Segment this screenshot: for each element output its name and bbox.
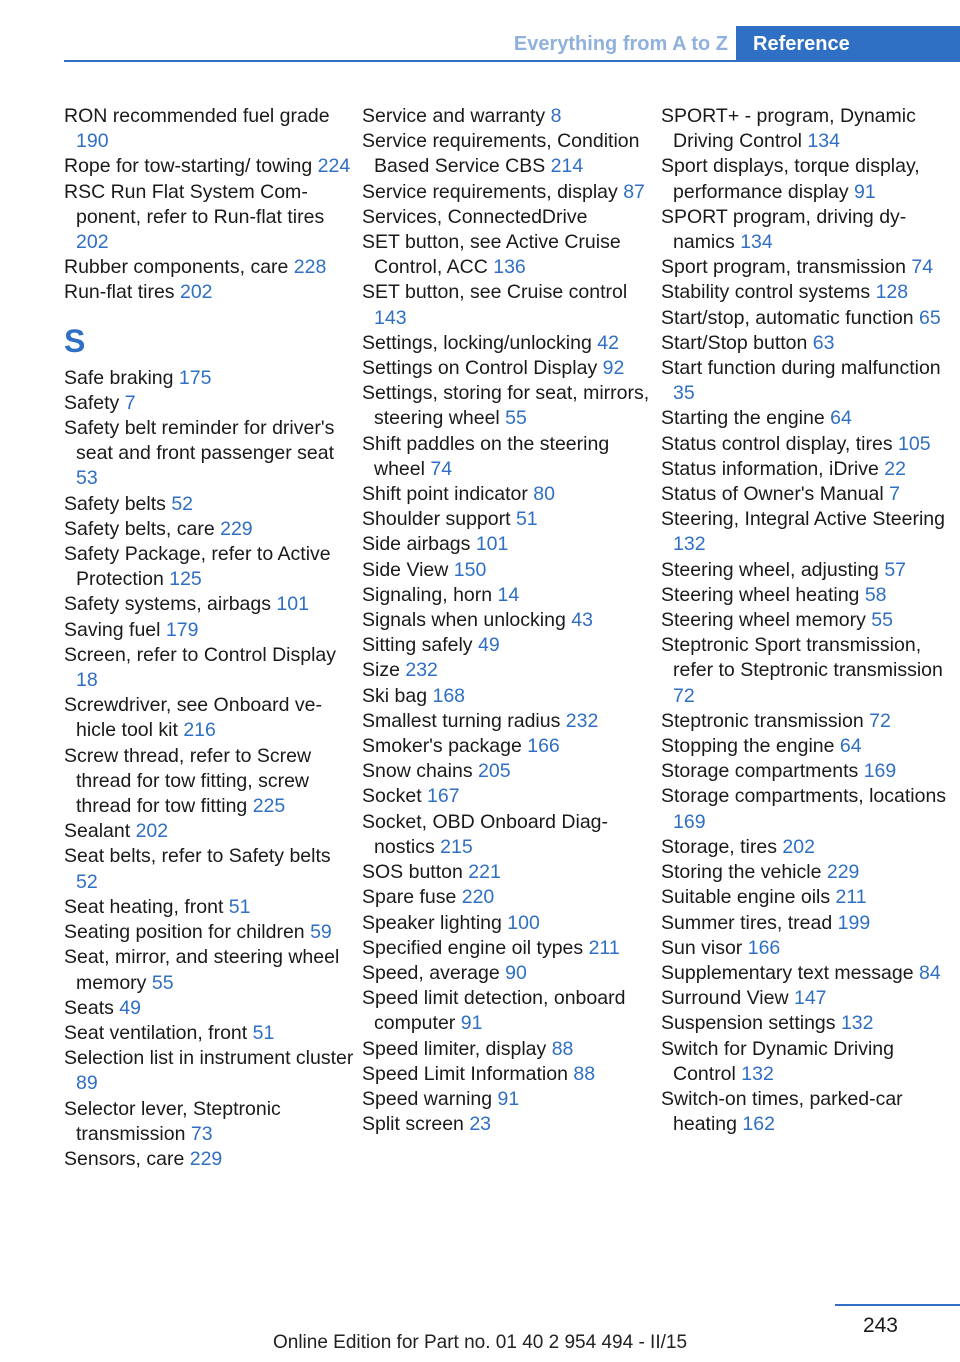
- index-term: Side View: [362, 558, 449, 581]
- index-entry: [64, 844, 354, 894]
- index-term: Service and warranty: [362, 105, 546, 127]
- index-entry: [362, 583, 652, 608]
- page-reference-link[interactable]: 101: [276, 593, 309, 616]
- index-entry: [661, 1087, 960, 1137]
- page-reference-link[interactable]: 105: [898, 432, 931, 455]
- index-term: Seats: [64, 996, 114, 1019]
- index-term: RON recommended fuel grade: [64, 105, 330, 127]
- index-term: Screw thread, refer to Screw thread for tow fitting, screw thread for tow fitting: [64, 744, 312, 818]
- page-reference-link[interactable]: 7: [889, 483, 900, 506]
- page-reference-link[interactable]: 214: [550, 155, 584, 178]
- index-entry: [64, 255, 354, 280]
- page-reference-link[interactable]: 90: [505, 961, 527, 984]
- index-term: Socket: [362, 785, 422, 808]
- page-reference-link[interactable]: 88: [573, 1062, 596, 1085]
- index-entry: [64, 744, 354, 820]
- index-entry: [362, 633, 652, 658]
- page-reference-link[interactable]: 73: [190, 1122, 213, 1145]
- index-term: Switch for Dynamic Driving Control: [661, 1037, 894, 1085]
- index-term: Shoulder support: [362, 508, 511, 531]
- index-term: Sensors, care: [64, 1147, 185, 1170]
- header-section-title: Everything from A to Z: [513, 33, 728, 55]
- index-term: Safety belt reminder for driver's seat and front passenger seat: [64, 417, 335, 465]
- page-reference-link[interactable]: 101: [475, 533, 509, 556]
- page-reference-link[interactable]: 51: [515, 508, 538, 531]
- page-reference-link[interactable]: 57: [884, 558, 907, 581]
- page-reference-link[interactable]: 58: [864, 583, 887, 606]
- index-term: Seat belts, refer to Safety belts: [64, 845, 331, 868]
- index-term: Safety Package, refer to Active Protection: [64, 543, 331, 591]
- index-entry: [64, 104, 354, 154]
- letter-heading: S: [64, 322, 86, 359]
- index-term: RSC Run Flat System Component, refer to Run-flat tires: [64, 180, 325, 228]
- index-term: Side airbags: [362, 533, 471, 556]
- index-entry: [64, 542, 354, 592]
- index-entry: [64, 592, 354, 617]
- index-term: Start function during malfunction: [661, 357, 941, 380]
- index-term: Start/Stop button: [661, 331, 808, 354]
- page-reference-link[interactable]: 225: [252, 795, 286, 818]
- index-entry: [362, 986, 652, 1036]
- page-reference-link[interactable]: 49: [477, 634, 500, 657]
- index-entry: [661, 608, 960, 633]
- index-column-2: [362, 104, 652, 1137]
- index-entry: [362, 759, 652, 784]
- index-entry: [362, 608, 652, 633]
- index-term: SPORT program, driving dynamics: [661, 205, 907, 254]
- page-reference-link[interactable]: 202: [179, 281, 213, 304]
- index-entry: [661, 784, 960, 834]
- page-reference-link[interactable]: 91: [460, 1012, 483, 1035]
- index-term: Smallest turning radius: [362, 709, 561, 732]
- index-term: Speed warning: [362, 1087, 493, 1110]
- page-reference-link[interactable]: 52: [171, 492, 194, 515]
- index-term: Screwdriver, see Onboard vehicle tool kit: [64, 694, 322, 742]
- page-reference-link[interactable]: 7: [124, 391, 136, 414]
- index-entry: [64, 819, 354, 844]
- index-entry: [661, 709, 960, 734]
- index-entry: [64, 618, 354, 643]
- index-term: Signals when unlocking: [362, 609, 566, 632]
- index-term: Suspension settings: [661, 1012, 836, 1035]
- index-entry: [661, 961, 960, 986]
- index-term: Settings, storing for seat, mirrors, steering wheel: [362, 382, 650, 430]
- index-entry: [362, 1112, 652, 1137]
- page-reference-link[interactable]: 128: [875, 281, 909, 304]
- index-entry: [362, 558, 652, 583]
- index-entry: [64, 996, 354, 1021]
- page-reference-link[interactable]: 229: [826, 861, 860, 884]
- index-entry: [64, 280, 354, 305]
- index-term: Steering wheel heating: [661, 583, 860, 606]
- index-entry: [362, 784, 652, 809]
- page-reference-link[interactable]: 134: [807, 130, 840, 153]
- page-reference-link[interactable]: 80: [533, 483, 555, 506]
- index-entry: [661, 205, 960, 255]
- index-entry: [362, 911, 652, 936]
- index-term: Safety systems, airbags: [64, 593, 271, 616]
- index-entry: [64, 154, 354, 179]
- index-entry: [362, 432, 652, 482]
- index-entry: [661, 482, 960, 507]
- index-term: Status control display, tires: [661, 432, 893, 455]
- index-term: Speed Limit Information: [362, 1062, 568, 1085]
- page-reference-link[interactable]: 232: [405, 659, 438, 682]
- index-entry: [362, 129, 652, 179]
- index-term: Signaling, horn: [362, 583, 493, 606]
- index-entry: [362, 230, 652, 280]
- index-term: Seat, mirror, and steering wheel memory: [64, 946, 340, 994]
- index-term: Sealant: [64, 820, 131, 843]
- index-column-1: [64, 104, 354, 1172]
- index-entry: [661, 306, 960, 331]
- index-entry: [362, 936, 652, 961]
- page-reference-link[interactable]: 166: [747, 936, 781, 959]
- index-term: Selection list in instrument cluster: [64, 1047, 354, 1070]
- index-entry: [362, 205, 652, 230]
- page-reference-link[interactable]: 89: [76, 1072, 98, 1095]
- index-entry: [362, 961, 652, 986]
- footer-divider: [835, 1304, 960, 1306]
- index-entry: [64, 492, 354, 517]
- index-column-3: [661, 104, 960, 1137]
- page-reference-link[interactable]: 132: [741, 1062, 774, 1085]
- index-term: Storage compartments, locations: [661, 785, 947, 808]
- page-reference-link[interactable]: 35: [673, 382, 695, 405]
- index-entry: [661, 885, 960, 910]
- index-entry: [362, 1087, 652, 1112]
- index-entry: [362, 356, 652, 381]
- page-reference-link[interactable]: 91: [854, 180, 876, 203]
- index-entry: [661, 986, 960, 1011]
- page-reference-link[interactable]: 55: [505, 407, 527, 430]
- index-term: Sport program, transmission: [661, 256, 906, 279]
- index-term: Shift point indicator: [362, 483, 528, 506]
- index-term: Seating position for children: [64, 921, 305, 944]
- index-term: Spare fuse: [362, 886, 457, 909]
- page-reference-link[interactable]: 216: [183, 719, 216, 742]
- index-entry: [661, 154, 960, 204]
- page-reference-link[interactable]: 23: [469, 1113, 492, 1136]
- page-reference-link[interactable]: 169: [863, 760, 897, 783]
- page-reference-link[interactable]: 202: [782, 835, 815, 858]
- index-entry: [661, 936, 960, 961]
- page-reference-link[interactable]: 72: [673, 684, 695, 707]
- page-reference-link[interactable]: 132: [840, 1012, 874, 1035]
- index-entry: [661, 835, 960, 860]
- index-term: Stability control systems: [661, 281, 871, 304]
- index-term: Status of Owner's Manual: [661, 483, 884, 506]
- index-entry: [661, 255, 960, 280]
- index-entry: [661, 280, 960, 305]
- page-reference-link[interactable]: 51: [252, 1021, 275, 1044]
- page-reference-link[interactable]: 8: [550, 105, 562, 127]
- index-entry: [362, 482, 652, 507]
- index-entry: [64, 517, 354, 542]
- page-reference-link[interactable]: 49: [119, 996, 141, 1019]
- index-entry: [64, 1046, 354, 1096]
- page-reference-link[interactable]: 190: [76, 130, 109, 153]
- index-term: Safety belts: [64, 492, 166, 515]
- index-entry: [362, 810, 652, 860]
- page-reference-link[interactable]: 202: [76, 231, 109, 254]
- page-reference-link[interactable]: 221: [468, 861, 501, 884]
- page-reference-link[interactable]: 74: [911, 256, 934, 279]
- index-entry: [64, 180, 354, 256]
- index-entry: [64, 643, 354, 693]
- index-term: SOS button: [362, 861, 463, 884]
- index-entry: [661, 432, 960, 457]
- header-chapter-tab[interactable]: Reference: [736, 26, 960, 62]
- index-entry: [661, 759, 960, 784]
- index-term: Seat ventilation, front: [64, 1021, 248, 1044]
- index-term: Steptronic transmission: [661, 709, 864, 732]
- index-entry: [64, 1097, 354, 1147]
- index-term: Storing the vehicle: [661, 861, 822, 884]
- index-term: Storage compartments: [661, 760, 859, 783]
- page-reference-link[interactable]: 92: [602, 357, 625, 380]
- index-term: Surround View: [661, 987, 789, 1010]
- index-term: Supplementary text message: [661, 961, 914, 984]
- page-reference-link[interactable]: 84: [918, 961, 941, 984]
- index-entry: [362, 532, 652, 557]
- page-reference-link[interactable]: 88: [551, 1037, 574, 1060]
- page-reference-link[interactable]: 64: [830, 407, 852, 430]
- index-term: Steering, Integral Active Steering: [661, 508, 945, 531]
- index-term: Ski bag: [362, 684, 428, 707]
- page-reference-link[interactable]: 53: [76, 467, 98, 490]
- index-entry: [362, 734, 652, 759]
- index-entry: [362, 860, 652, 885]
- index-entry: [362, 1037, 652, 1062]
- index-term: Screen, refer to Control Display: [64, 643, 337, 666]
- page-reference-link[interactable]: 168: [432, 684, 466, 707]
- page-reference-link[interactable]: 55: [871, 609, 893, 632]
- index-term: Summer tires, tread: [661, 911, 833, 934]
- index-term: Size: [362, 659, 400, 682]
- index-term: Split screen: [362, 1113, 464, 1136]
- page-reference-link[interactable]: 166: [527, 735, 560, 758]
- index-entry: [661, 406, 960, 431]
- index-term: Speaker lighting: [362, 911, 502, 934]
- index-entry: [64, 945, 354, 995]
- index-entry: [362, 507, 652, 532]
- page-reference-link[interactable]: 18: [76, 669, 98, 692]
- page-reference-link[interactable]: 100: [507, 911, 540, 934]
- index-entry: [661, 558, 960, 583]
- index-entry: [64, 416, 354, 492]
- index-term: Shift paddles on the steering wheel: [362, 432, 610, 480]
- page-reference-link[interactable]: 64: [839, 735, 862, 758]
- page-reference-link[interactable]: 229: [220, 517, 253, 540]
- index-entry: [64, 391, 354, 416]
- page-reference-link[interactable]: 202: [135, 820, 169, 843]
- page-reference-link[interactable]: 205: [478, 760, 511, 783]
- index-term: Speed limiter, display: [362, 1037, 547, 1060]
- page-reference-link[interactable]: 175: [178, 366, 212, 389]
- page-reference-link[interactable]: 125: [169, 568, 202, 591]
- page-reference-link[interactable]: 87: [623, 180, 645, 203]
- index-term: Switch-on times, parked-car heating: [661, 1087, 903, 1136]
- index-term: Speed limit detection, onboard computer: [362, 987, 626, 1035]
- index-entry: [661, 457, 960, 482]
- index-entry: [661, 1037, 960, 1087]
- page-reference-link[interactable]: 179: [165, 618, 199, 641]
- index-term: Steptronic Sport transmission, refer to Steptronic transmission: [661, 634, 943, 682]
- page-reference-link[interactable]: 229: [189, 1147, 223, 1170]
- page-reference-link[interactable]: 143: [374, 306, 407, 329]
- index-entry: [362, 885, 652, 910]
- page-number: 243: [862, 1314, 898, 1337]
- index-term: Selector lever, Steptronic transmission: [64, 1097, 281, 1145]
- index-entry: [64, 366, 354, 391]
- index-term: Stopping the engine: [661, 735, 835, 758]
- page-reference-link[interactable]: 220: [461, 886, 495, 909]
- page-reference-link[interactable]: 43: [571, 609, 593, 632]
- index-entry: [661, 507, 960, 557]
- index-entry: [362, 280, 652, 330]
- index-term: Settings, locking/unlocking: [362, 331, 592, 354]
- page-reference-link[interactable]: 228: [293, 256, 327, 279]
- page-reference-link[interactable]: 211: [835, 886, 867, 909]
- index-term: SPORT+ - program, Dynamic Driving Control: [661, 105, 916, 153]
- page-reference-link[interactable]: 215: [440, 835, 473, 858]
- index-entry: [64, 1147, 354, 1172]
- index-term: Safety belts, care: [64, 517, 215, 540]
- index-entry: [661, 734, 960, 759]
- page-reference-link[interactable]: 91: [497, 1087, 520, 1110]
- index-entry: [661, 633, 960, 709]
- page-reference-link[interactable]: 136: [493, 256, 526, 279]
- page-reference-link[interactable]: 65: [918, 306, 941, 329]
- index-entry: [64, 895, 354, 920]
- index-entry: [362, 709, 652, 734]
- index-entry: [64, 920, 354, 945]
- index-term: Safe braking: [64, 366, 174, 389]
- index-entry: [362, 331, 652, 356]
- index-term: Service requirements, Condition Based Service CBS: [362, 130, 640, 178]
- page-reference-link[interactable]: 232: [565, 709, 599, 732]
- index-entry: [661, 860, 960, 885]
- index-term: Sun visor: [661, 936, 743, 959]
- page-reference-link[interactable]: 74: [430, 457, 453, 480]
- page-reference-link[interactable]: 59: [310, 921, 332, 944]
- page-reference-link[interactable]: 134: [740, 231, 773, 254]
- page-reference-link[interactable]: 51: [228, 895, 251, 918]
- index-entry: [362, 381, 652, 431]
- index-entry: [661, 1011, 960, 1036]
- page-reference-link[interactable]: 22: [884, 457, 906, 480]
- page-reference-link[interactable]: 167: [427, 785, 460, 808]
- page-reference-link[interactable]: 147: [793, 987, 827, 1010]
- index-term: Status information, iDrive: [661, 457, 879, 480]
- page-reference-link[interactable]: 72: [869, 709, 891, 732]
- index-term: Storage, tires: [661, 835, 777, 858]
- page-reference-link[interactable]: 169: [673, 810, 706, 833]
- index-term: Starting the engine: [661, 407, 825, 430]
- index-term: Seat heating, front: [64, 895, 224, 918]
- edition-footer: Online Edition for Part no. 01 40 2 954 494 - II/15: [272, 1332, 688, 1353]
- index-term: Smoker's package: [362, 735, 522, 758]
- index-term: Specified engine oil types: [362, 936, 584, 959]
- index-term: Service requirements, display: [362, 180, 618, 203]
- index-entry: [362, 104, 652, 129]
- index-entry: [362, 684, 652, 709]
- page-reference-link[interactable]: 162: [742, 1113, 775, 1136]
- index-term: Steering wheel, adjusting: [661, 558, 879, 581]
- index-term: Run-flat tires: [64, 281, 175, 304]
- page-reference-link[interactable]: 150: [453, 558, 487, 581]
- index-entry: [362, 1062, 652, 1087]
- page-reference-link[interactable]: 211: [588, 936, 620, 959]
- index-term: SET button, see Active Cruise Control, ACC: [362, 231, 621, 279]
- page-reference-link[interactable]: 14: [497, 583, 520, 606]
- index-term: Speed, average: [362, 961, 500, 984]
- index-term: Suitable engine oils: [661, 886, 831, 909]
- page-reference-link[interactable]: 132: [673, 533, 706, 556]
- header-divider: [64, 60, 960, 62]
- page-reference-link[interactable]: 42: [597, 331, 619, 354]
- index-term: Services, ConnectedDrive: [362, 205, 588, 228]
- index-term: Snow chains: [362, 760, 473, 783]
- index-entry: [64, 693, 354, 743]
- index-entry: [362, 180, 652, 205]
- index-term: Rubber components, care: [64, 256, 289, 279]
- index-entry: [661, 356, 960, 406]
- index-term: Socket, OBD Onboard Diagnostics: [362, 810, 609, 858]
- index-term: SET button, see Cruise control: [362, 281, 628, 304]
- index-term: Steering wheel memory: [661, 609, 866, 632]
- page-reference-link[interactable]: 199: [837, 911, 871, 934]
- page-reference-link[interactable]: 52: [76, 870, 98, 893]
- page-reference-link[interactable]: 55: [151, 971, 174, 994]
- index-entry: [362, 658, 652, 683]
- index-entry: [661, 583, 960, 608]
- page-reference-link[interactable]: 224: [317, 155, 351, 178]
- index-term: Safety: [64, 391, 120, 414]
- index-term: Settings on Control Display: [362, 357, 598, 380]
- index-term: Saving fuel: [64, 618, 161, 641]
- index-entry: [64, 1021, 354, 1046]
- index-entry: [661, 104, 960, 154]
- page-reference-link[interactable]: 63: [812, 331, 835, 354]
- index-term: Sitting safely: [362, 634, 473, 657]
- index-term: Sport displays, torque display, performance display: [661, 155, 920, 203]
- index-term: Start/stop, automatic function: [661, 306, 914, 329]
- index-term: Rope for tow-starting/ towing: [64, 155, 313, 178]
- index-entry: [661, 911, 960, 936]
- index-entry: [661, 331, 960, 356]
